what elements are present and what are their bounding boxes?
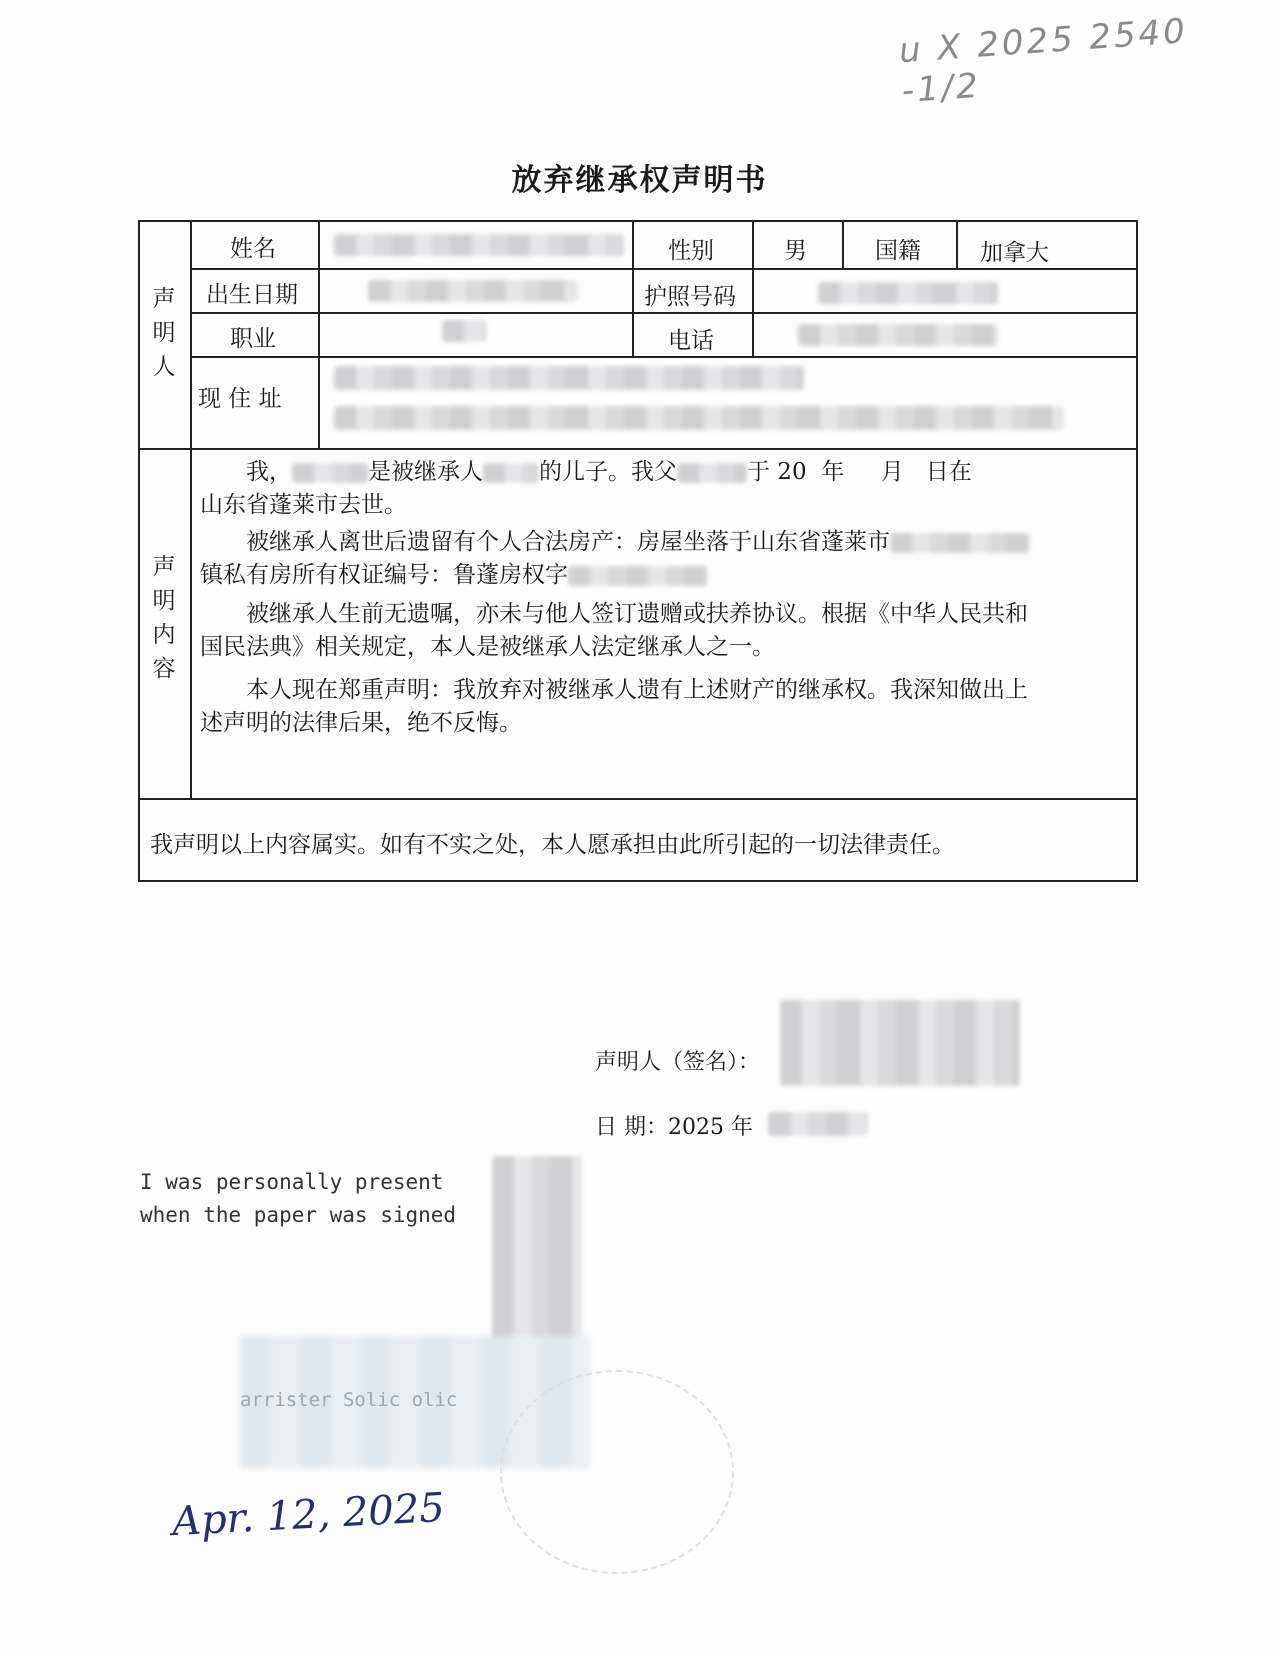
p2-text-line2: 镇私有房所有权证编号：鲁蓬房权字 <box>200 562 568 588</box>
p4-text-line1: 本人现在郑重声明：我放弃对被继承人遗有上述财产的继承权。我深知做出上 <box>246 677 1028 703</box>
address-redacted-line2 <box>334 406 1064 430</box>
signer-label: 声明人（签名）： <box>595 1050 761 1075</box>
declarant-section-label: 声明人 <box>152 286 176 380</box>
p2-text-line1: 被继承人离世后遗留有个人合法房产：房屋坐落于山东省蓬莱市 <box>246 529 890 555</box>
handwritten-notary-date: Apr. 12, 2025 <box>170 1484 446 1546</box>
p1-text-g: 日在 <box>925 459 972 485</box>
content-paragraph-4 <box>200 674 1120 740</box>
notary-signature-redacted <box>492 1156 582 1356</box>
p1-text-c: 的儿子。我父 <box>539 459 677 485</box>
phone-label: 电话 <box>668 328 714 354</box>
content-paragraph-2 <box>200 526 1120 592</box>
phone-redacted <box>798 324 998 346</box>
p1-text-b: 是被继承人 <box>368 459 483 485</box>
redacted-name-inline <box>292 463 368 483</box>
passport-label: 护照号码 <box>644 284 736 310</box>
redacted-certificate-inline <box>568 566 708 586</box>
p1-text-a: 我， <box>246 459 292 485</box>
date-redacted <box>768 1112 868 1136</box>
birth-date-label: 出生日期 <box>206 282 298 308</box>
redacted-deceased-inline <box>483 463 539 483</box>
redacted-location-inline <box>890 533 1030 553</box>
name-label: 姓名 <box>230 236 276 262</box>
declaration-table <box>138 220 1138 882</box>
notary-statement-line2: when the paper was signed <box>140 1203 457 1227</box>
p1-text-d: 于 20 <box>747 459 807 485</box>
gender-label: 性别 <box>668 238 714 264</box>
truth-statement: 我声明以上内容属实。如有不实之处，本人愿承担由此所引起的一切法律责任。 <box>150 832 955 858</box>
address-redacted-line1 <box>334 366 804 390</box>
passport-redacted <box>818 282 998 304</box>
content-section-label: 声明内容 <box>152 554 176 682</box>
document-title: 放弃继承权声明书 <box>511 163 768 198</box>
date-label: 日 期：2025 年 <box>595 1115 753 1140</box>
occupation-redacted <box>442 320 486 342</box>
name-redacted <box>334 234 624 256</box>
occupation-label: 职业 <box>230 326 276 352</box>
p3-text-line1: 被继承人生前无遗嘱，亦未与他人签订遗赠或扶养协议。根据《中华人民共和 <box>246 601 1028 627</box>
p4-text-line2: 述声明的法律后果，绝不反悔。 <box>200 710 522 736</box>
signature-redacted <box>780 1000 1020 1086</box>
address-label: 现 住 址 <box>198 386 282 412</box>
nationality-label: 国籍 <box>875 238 921 264</box>
notary-statement-line1: I was personally present <box>140 1170 444 1194</box>
p1-text-f: 月 <box>880 459 904 485</box>
redacted-father-inline <box>677 463 747 483</box>
handwritten-reference-note: u X 2025 2540 -1/2 <box>897 11 1190 112</box>
gender-value: 男 <box>784 238 807 264</box>
p1-text-line2: 山东省蓬莱市去世。 <box>200 492 407 518</box>
notary-stamp-text: arrister Solic olic <box>240 1389 458 1411</box>
p3-text-line2: 国民法典》相关规定，本人是被继承人法定继承人之一。 <box>200 634 775 660</box>
nationality-value: 加拿大 <box>980 240 1049 266</box>
notary-seal <box>500 1370 734 1574</box>
birth-date-redacted <box>368 280 578 302</box>
content-paragraph-1 <box>200 456 1120 522</box>
content-paragraph-3 <box>200 598 1120 664</box>
p1-text-e: 年 <box>821 459 845 485</box>
